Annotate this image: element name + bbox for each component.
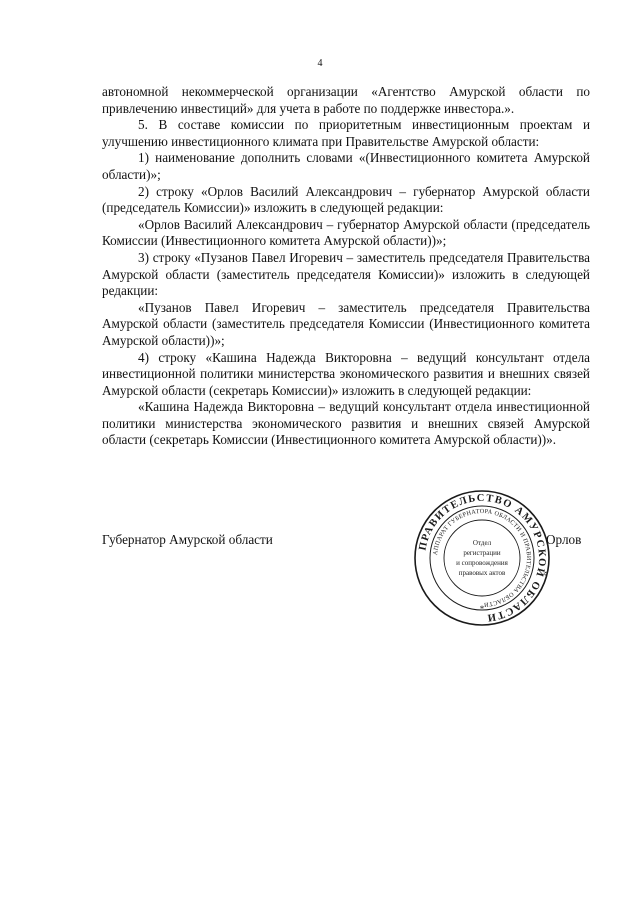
signer-title: Губернатор Амурской области	[102, 532, 273, 547]
paragraph-quote-kashina: «Кашина Надежда Викторовна – ведущий консультант отдела инвестиционной политики министерства экономического развития и внешних связей Амурской области (секретарь Комиссии (Инвестиционного комитета Амурской области))».	[102, 399, 590, 448]
paragraph-subitem-4: 4) строку «Кашина Надежда Викторовна – ведущий консультант отдела инвестиционной политики министерства экономического развития и внешних связей Амурской области (секретарь Комиссии)» изложить в следующей редакции:	[102, 349, 590, 398]
svg-text:ПРАВИТЕЛЬСТВО АМУРСКОЙ ОБЛАСТИ: ПРАВИТЕЛЬСТВО АМУРСКОЙ ОБЛАСТИ	[417, 492, 548, 623]
paragraph-continuation: автономной некоммерческой организации «Агентство Амурской области по привлечению инвестиций» для учета в работе по поддержке инвестора.».	[102, 84, 590, 116]
svg-text:регистрации: регистрации	[463, 549, 501, 557]
paragraph-quote-puzanov: «Пузанов Павел Игоревич – заместитель председателя Правительства Амурской области (заместитель председателя Комиссии (Инвестиционного комитета Амурской области))»;	[102, 299, 590, 348]
official-stamp	[412, 488, 552, 628]
svg-text:*: *	[479, 604, 485, 614]
document-body	[102, 84, 590, 449]
svg-text:АППАРАТ ГУБЕРНАТОРА ОБЛАСТИ И: АППАРАТ ГУБЕРНАТОРА ОБЛАСТИ И ПРАВИТЕЛЬСТВА ОБЛАСТИ	[432, 507, 533, 609]
signer-name: Орлов	[546, 532, 582, 547]
page-number: 4	[317, 58, 323, 69]
svg-text:Отдел: Отдел	[472, 539, 492, 547]
paragraph-quote-orlov: «Орлов Василий Александрович – губернатор Амурской области (председатель Комиссии (Инвестиционного комитета Амурской области))»;	[102, 216, 590, 249]
paragraph-subitem-2: 2) строку «Орлов Василий Александрович – губернатор Амурской области (председатель Комиссии)» изложить в следующей редакции:	[102, 183, 590, 216]
paragraph-subitem-1: 1) наименование дополнить словами «(Инвестиционного комитета Амурской области)»;	[102, 150, 590, 182]
paragraph-item-5: 5. В составе комиссии по приоритетным инвестиционным проектам и улучшению инвестиционного климата при Правительстве Амурской области:	[102, 117, 590, 149]
svg-text:и сопровождения: и сопровождения	[456, 559, 508, 567]
svg-text:правовых актов: правовых актов	[458, 569, 506, 577]
paragraph-subitem-3: 3) строку «Пузанов Павел Игоревич – заместитель председателя Правительства Амурской области (заместитель председателя Комиссии)» изложить в следующей редакции:	[102, 249, 590, 299]
